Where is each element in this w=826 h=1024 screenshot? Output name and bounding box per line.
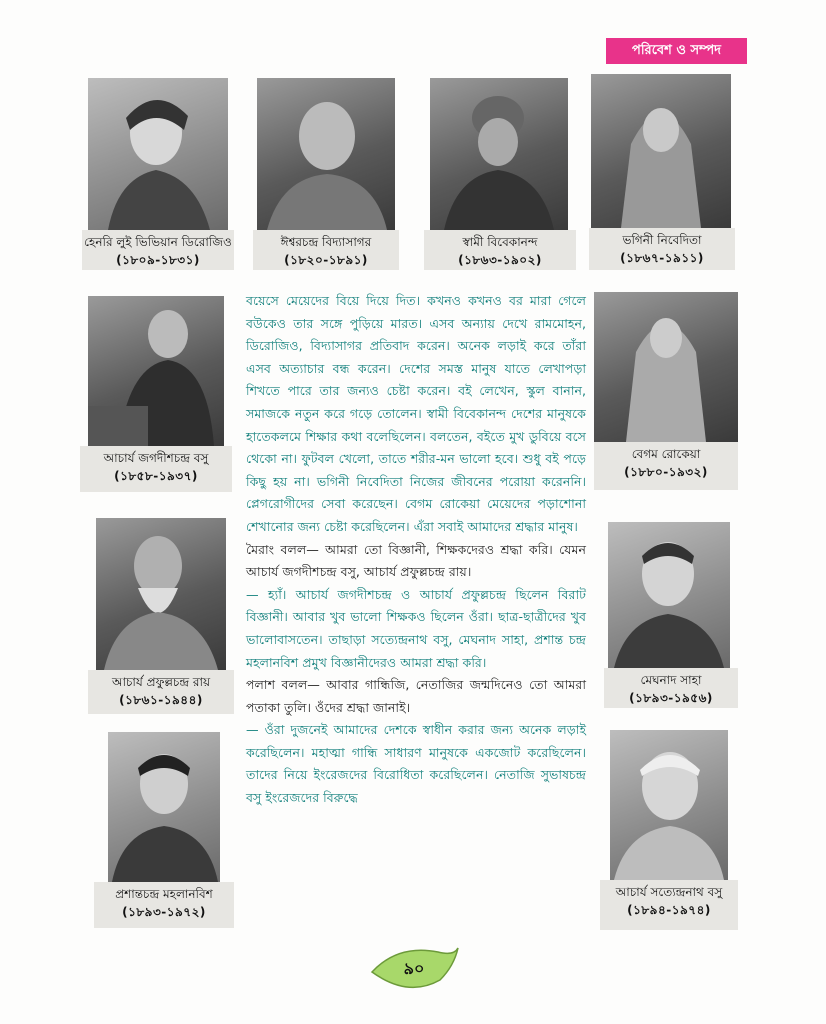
- portrait-caption: [600, 880, 738, 930]
- portrait-years: (১৮৮০-১৯৩২): [624, 465, 708, 479]
- portrait-caption: [594, 442, 738, 490]
- portrait-name: ভগিনী নিবেদিতা: [622, 233, 702, 247]
- portrait-jagadish-chandra-bose: [80, 296, 232, 492]
- portrait-prafulla-chandra-ray: [88, 518, 234, 714]
- portrait-years: (১৮৯৪-১৯৭৪): [627, 903, 711, 917]
- portrait-name: স্বামী বিবেকানন্দ: [462, 235, 538, 249]
- portrait-years: (১৮৬১-১৯৪৪): [119, 693, 203, 707]
- portrait-derozio: [82, 78, 234, 270]
- portrait-name: আচার্য সত্যেন্দ্রনাথ বসু: [615, 885, 723, 899]
- portrait-name: ঈশ্বরচন্দ্র বিদ্যাসাগর: [280, 235, 372, 249]
- portrait-photo: [88, 296, 224, 446]
- page-number-text: ৯০: [403, 959, 425, 978]
- portrait-years: (১৮২০-১৮৯১): [284, 253, 368, 267]
- portrait-photo: [591, 74, 731, 228]
- paragraph: — হ্যাঁ। আচার্য জগদীশচন্দ্র ও আচার্য প্রফুল্লচন্দ্র ছিলেন বিরাট বিজ্ঞানী। আবার খুব ভালো শিক্ষকও ছিলেন ওঁরা। ছাত্র-ছাত্রীদের খুব ভালোবাসতেন। তাছাড়া সত্যেন্দ্রনাথ বসু, মেঘনাদ সাহা, প্রশান্ত চন্দ্র মহলানবিশ প্রমুখ বিজ্ঞানীদেরও আমরা শ্রদ্ধা করি।: [246, 586, 586, 670]
- portrait-caption: [80, 446, 232, 492]
- portrait-photo: [608, 522, 730, 668]
- body-text: [246, 290, 586, 810]
- portrait-name: হেনরি লুই ভিভিয়ান ডিরোজিও: [84, 235, 232, 249]
- portrait-vivekananda: [424, 78, 576, 270]
- paragraph: — ওঁরা দুজনেই আমাদের দেশকে স্বাধীন করার জন্য অনেক লড়াই করেছিলেন। মহাত্মা গান্ধি সাধারণ মানুষকে একজোট করেছিলেন। তাদের নিয়ে ইংরেজদের বিরোধিতা করেছিলেন। নেতাজি সুভাষচন্দ্র বসু ইংরেজদের বিরুদ্ধে: [246, 722, 586, 806]
- portrait-name: প্রশান্তচন্দ্র মহলানবিশ: [115, 887, 213, 901]
- portrait-photo: [430, 78, 568, 230]
- portrait-nivedita: [589, 74, 735, 270]
- portrait-name: আচার্য প্রফুল্লচন্দ্র রায়: [111, 675, 211, 689]
- portrait-caption: [82, 230, 234, 270]
- portrait-begum-rokeya: [594, 292, 738, 490]
- portrait-satyendra-nath-bose: [600, 730, 738, 930]
- portrait-caption: [253, 230, 399, 270]
- portrait-photo: [610, 730, 728, 880]
- portrait-years: (১৮৬৩-১৯০২): [458, 253, 542, 267]
- portrait-caption: [424, 230, 576, 270]
- portrait-years: (১৮০৯-১৮৩১): [116, 253, 200, 267]
- portrait-caption: [589, 228, 735, 270]
- paragraph: মৈরাং বলল— আমরা তো বিজ্ঞানী, শিক্ষকদেরও শ্রদ্ধা করি। যেমন আচার্য জগদীশচন্দ্র বসু, আচার্য প্রফুল্লচন্দ্র রায়।: [246, 541, 586, 580]
- paragraph: বয়েসে মেয়েদের বিয়ে দিয়ে দিত। কখনও কখনও বর মারা গেলে বউকেও তার সঙ্গে পুড়িয়ে মারত। এসব অন্যায় দেখে রামমোহন, ডিরোজিও, বিদ্যাসাগর প্রতিবাদ করেন। অনেক লড়াই করে তাঁরা এসব অত্যাচার বন্ধ করেন। দেশের সমস্ত মানুষ যাতে লেখাপড়া শিখতে পারে তার জন্যও চেষ্টা করেন। বই লেখেন, স্কুল বানান, সমাজকে নতুন করে গড়ে তোলেন। স্বামী বিবেকানন্দ দেশের মানুষকে হাতেকলমে শিক্ষার কথা বলেছিলেন। বলতেন, বইতে মুখ ডুবিয়ে বসে থেকো না। ফুটবল খেলো, তাতে শরীর-মন ভালো হবে। শুধু বই পড়ে কিছু হয় না। ভগিনী নিবেদিতা নিজের জীবনের পরোয়া করেননি। প্লেগরোগীদের সেবা করেছেন। বেগম রোকেয়া মেয়েদের পড়াশোনা শেখানোর জন্য চেষ্টা করেছিলেন। এঁরা সবাই আমাদের শ্রদ্ধার মানুষ।: [246, 293, 586, 534]
- portrait-caption: [604, 668, 738, 708]
- portrait-name: আচার্য জগদীশচন্দ্র বসু: [103, 451, 209, 465]
- portrait-years: (১৮৯৩-১৯৭২): [122, 905, 206, 919]
- portrait-vidyasagar: [253, 78, 399, 270]
- portrait-years: (১৮৬৭-১৯১১): [620, 251, 704, 265]
- paragraph: পলাশ বলল— আবার গান্ধিজি, নেতাজির জন্মদিনেও তো আমরা পতাকা তুলি। ওঁদের শ্রদ্ধা জানাই।: [246, 677, 586, 715]
- portrait-name: মেঘনাদ সাহা: [640, 673, 702, 687]
- portrait-photo: [257, 78, 395, 230]
- portrait-mahalanobis: [94, 732, 234, 928]
- portrait-years: (১৮৫৮-১৯৩৭): [114, 469, 198, 483]
- portrait-years: (১৮৯৩-১৯৫৬): [629, 691, 713, 705]
- portrait-caption: [94, 882, 234, 928]
- portrait-caption: [88, 670, 234, 714]
- portrait-photo: [88, 78, 228, 230]
- portrait-photo: [96, 518, 226, 670]
- portrait-name: বেগম রোকেয়া: [631, 447, 701, 461]
- portrait-meghnad-saha: [604, 522, 738, 708]
- page-number: [368, 942, 460, 994]
- portrait-photo: [108, 732, 220, 882]
- chapter-tag: পরিবেশ ও সম্পদ: [606, 38, 747, 64]
- portrait-photo: [594, 292, 738, 442]
